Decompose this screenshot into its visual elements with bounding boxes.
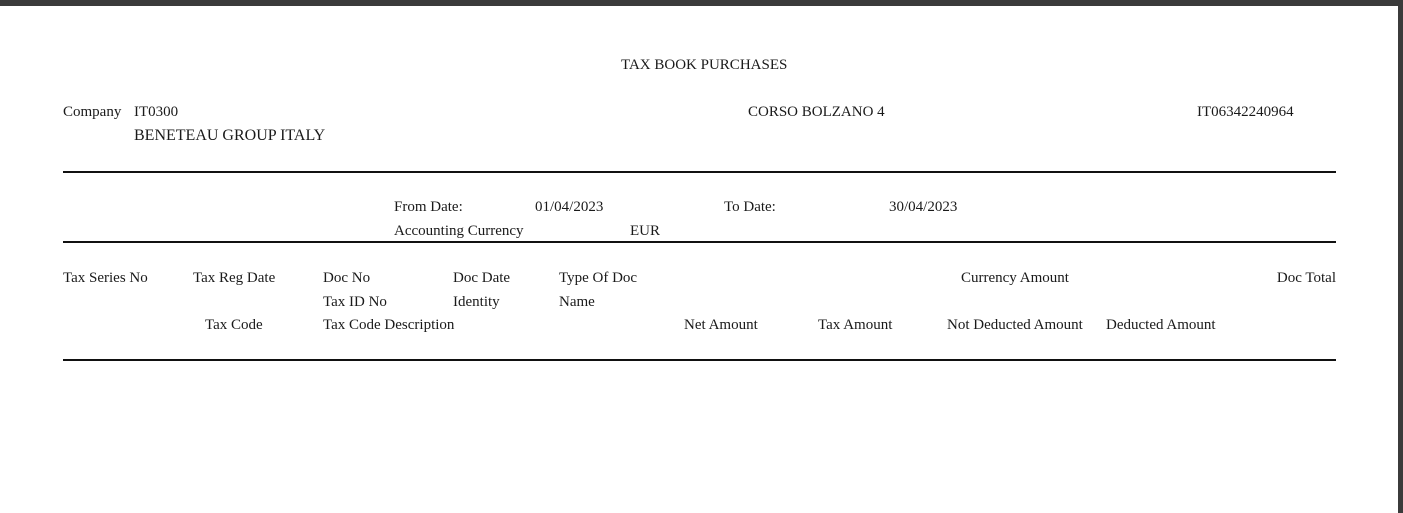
- to-date-label: To Date:: [724, 199, 776, 215]
- to-date-value: 30/04/2023: [889, 199, 958, 215]
- company-label: Company: [63, 104, 122, 120]
- col-tax-amount: Tax Amount: [818, 317, 893, 333]
- accounting-currency-value: EUR: [630, 223, 660, 239]
- divider-middle: [63, 241, 1336, 243]
- col-net-amount: Net Amount: [684, 317, 758, 333]
- company-address: CORSO BOLZANO 4: [748, 104, 885, 120]
- col-tax-code-description: Tax Code Description: [323, 317, 455, 333]
- col-doc-total: Doc Total: [1276, 270, 1336, 286]
- col-currency-amount: Currency Amount: [961, 270, 1069, 286]
- col-name: Name: [559, 294, 595, 310]
- col-type-of-doc: Type Of Doc: [559, 270, 638, 286]
- accounting-currency-label: Accounting Currency: [394, 223, 524, 239]
- company-code: IT0300: [134, 104, 179, 120]
- company-vat-number: IT06342240964: [1197, 104, 1294, 120]
- divider-bottom: [63, 359, 1336, 361]
- report-title: TAX BOOK PURCHASES: [621, 57, 788, 73]
- col-not-deducted-amount: Not Deducted Amount: [947, 317, 1083, 333]
- report-page: [0, 6, 1398, 513]
- viewer-scroll-edge: [1398, 6, 1403, 513]
- col-identity: Identity: [453, 294, 500, 310]
- col-doc-no: Doc No: [323, 270, 371, 286]
- col-tax-code: Tax Code: [205, 317, 263, 333]
- from-date-label: From Date:: [394, 199, 463, 215]
- from-date-value: 01/04/2023: [535, 199, 604, 215]
- divider-top: [63, 171, 1336, 173]
- col-deducted-amount: Deducted Amount: [1106, 317, 1216, 333]
- col-doc-date: Doc Date: [453, 270, 511, 286]
- company-name: BENETEAU GROUP ITALY: [134, 127, 326, 144]
- col-tax-reg-date: Tax Reg Date: [193, 270, 276, 286]
- col-tax-series-no: Tax Series No: [63, 270, 148, 286]
- col-tax-id-no: Tax ID No: [323, 294, 387, 310]
